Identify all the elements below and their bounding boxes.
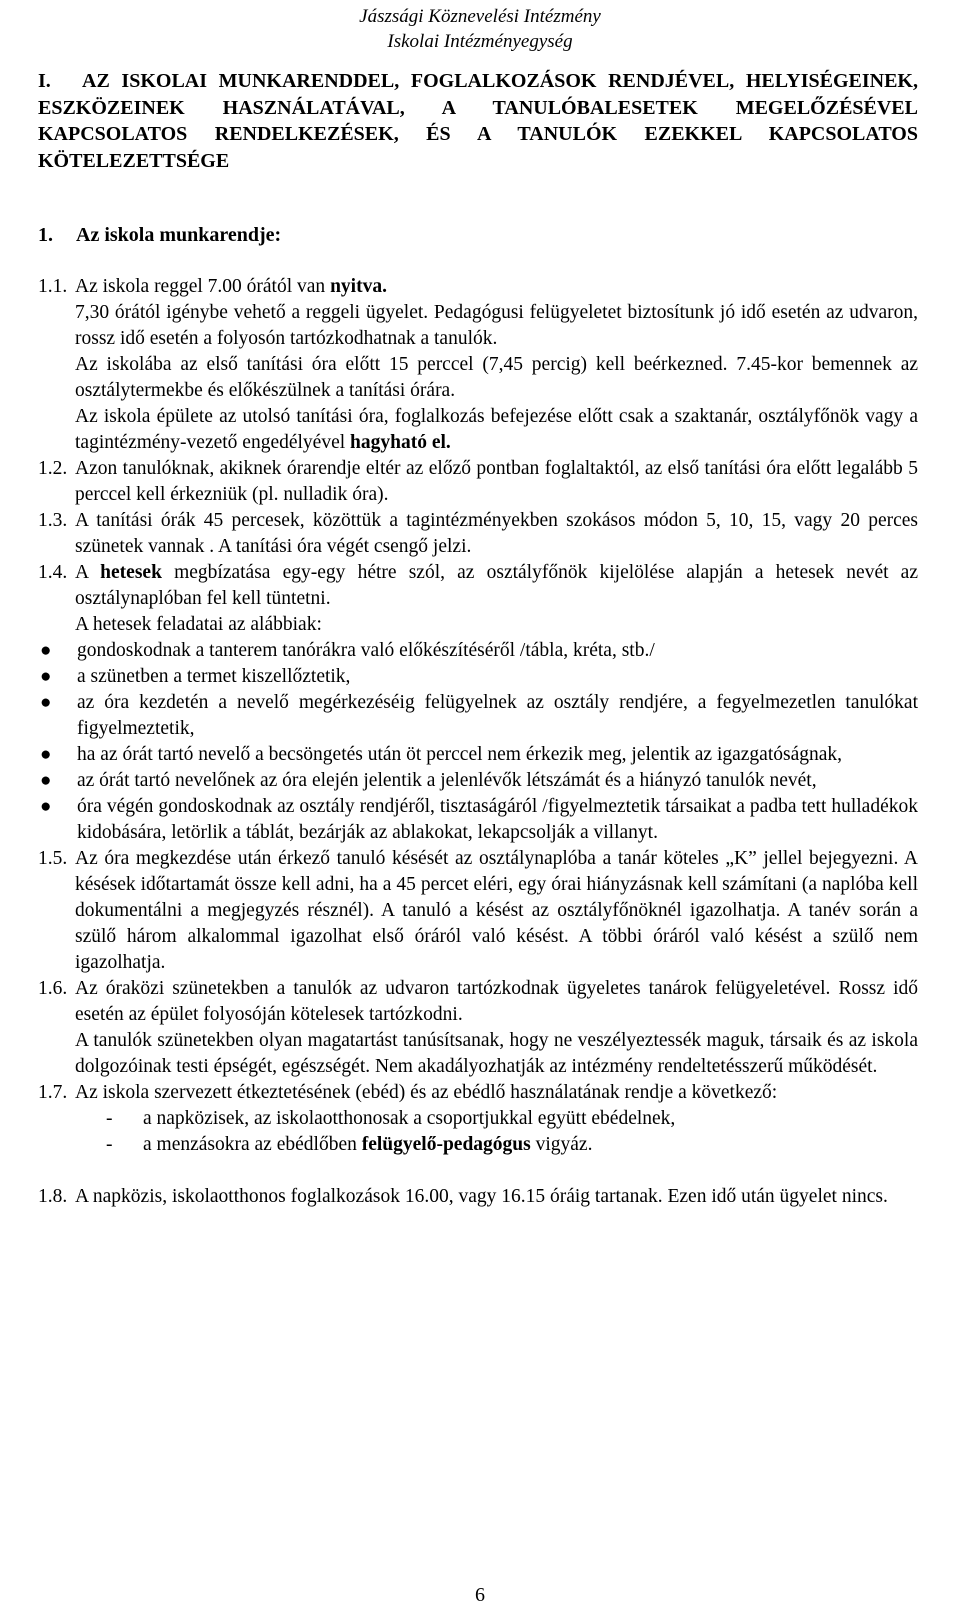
item-1-8 bbox=[38, 1184, 918, 1210]
chapter-title bbox=[38, 68, 918, 174]
item-number: 1.2. bbox=[38, 458, 68, 479]
bullet-icon: ● bbox=[40, 692, 52, 713]
item-1-1-line1 bbox=[75, 274, 918, 300]
list-item-text: a szünetben a termet kiszellőztetik, bbox=[77, 666, 351, 687]
section-heading bbox=[38, 222, 281, 248]
bullet-icon: ● bbox=[40, 796, 52, 817]
item-number: 1.3. bbox=[38, 510, 68, 531]
text: megbízatása egy-egy hétre szól, az osztályfőnök kijelölése alapján a hetesek nevét az osztálynaplóban fel kell tüntetni. bbox=[75, 562, 918, 609]
section-title: Az iskola munkarendje: bbox=[76, 224, 282, 246]
item-text: A tanítási órák 45 percesek, közöttük a tagintézményekben szokásos módon 5, 10, 15, vagy 20 perces szünetek vannak . A tanítási óra végét csengő jelzi. bbox=[75, 510, 918, 557]
item-1-4-subheading: A hetesek feladatai az alábbiak: bbox=[75, 614, 322, 635]
text: Az iskola reggel 7.00 órától van bbox=[75, 276, 331, 297]
item-1-1-para4 bbox=[75, 404, 918, 456]
list-item bbox=[38, 690, 918, 742]
bullet-icon: ● bbox=[40, 640, 52, 661]
item-1-1 bbox=[38, 274, 918, 456]
text: a menzásokra az ebédlőben bbox=[143, 1134, 362, 1155]
bold-text: nyitva. bbox=[330, 276, 387, 297]
item-number: 1.6. bbox=[38, 978, 68, 999]
item-text: Az óra megkezdése után érkező tanuló késését az osztálynaplóba a tanár köteles „K” jellel bejegyezni. A késések időtartamát össze kell adni, ha a 45 percet eléri, egy órai hiányzásnak kell számítani (a naplóba kell dokumentálni a megjegyzés résznél). A tanuló a késést az osztályfőnöknél igazolhatja. A tanév során a szülő három alkalommal igazolhat első óráról való késést. A többi óráról való késést a szülő nem igazolhatja. bbox=[75, 848, 918, 973]
item-1-2 bbox=[38, 456, 918, 508]
list-item bbox=[38, 638, 918, 664]
text: vigyáz. bbox=[530, 1134, 593, 1155]
item-1-1-para3: Az iskolába az első tanítási óra előtt 15 perccel (7,45 percig) kell beérkezned. 7.45-kor bemennek az osztálytermekbe és előkészülnek a tanítási órára. bbox=[75, 354, 918, 401]
bold-text: hetesek bbox=[100, 562, 162, 583]
text: Az iskola épülete az utolsó tanítási óra, foglalkozás befejezése előtt csak a szaktanár, osztályfőnök vagy a tagintézmény-vezető engedélyével bbox=[75, 406, 918, 453]
item-number: 1.5. bbox=[38, 848, 68, 869]
item-number: 1.4. bbox=[38, 562, 68, 583]
chapter-number: I. bbox=[38, 70, 51, 92]
list-item bbox=[38, 768, 918, 794]
item-text: A napközis, iskolaotthonos foglalkozások 16.00, vagy 16.15 óráig tartanak. Ezen idő után ügyelet nincs. bbox=[75, 1186, 888, 1207]
bullet-icon: ● bbox=[40, 770, 52, 791]
list-item bbox=[38, 742, 918, 768]
list-item-text: az órát tartó nevelőnek az óra elején jelentik a jelenlévők létszámát és a hiányzó tanulók nevét, bbox=[77, 770, 817, 791]
item-number: 1.8. bbox=[38, 1186, 68, 1207]
item-1-6 bbox=[38, 976, 918, 1080]
item-text: Az iskola szervezett étkeztetésének (ebéd) és az ebédlő használatának rendje a következő: bbox=[75, 1082, 778, 1103]
document-body bbox=[38, 274, 918, 1210]
item-1-1-para2: 7,30 órától igénybe vehető a reggeli ügyelet. Pedagógusi felügyeletet biztosítunk jó idő esetén az udvaron, rossz idő esetén a folyosón tartózkodhatnak a tanulók. bbox=[75, 302, 918, 349]
list-item bbox=[38, 794, 918, 846]
dash-item bbox=[38, 1106, 918, 1132]
document-header bbox=[0, 4, 960, 54]
header-institution: Jászsági Köznevelési Intézmény bbox=[359, 6, 601, 27]
header-unit: Iskolai Intézményegység bbox=[387, 31, 573, 52]
dash-item-text bbox=[143, 1132, 592, 1158]
list-item-text: ha az órát tartó nevelő a becsöngetés után öt perccel nem érkezik meg, jelentik az igazgatóságnak, bbox=[77, 744, 843, 765]
item-number: 1.7. bbox=[38, 1082, 68, 1103]
hetesek-duties-list bbox=[38, 638, 918, 846]
page-number: 6 bbox=[475, 1584, 485, 1606]
item-1-4-text bbox=[75, 560, 918, 612]
bullet-icon: ● bbox=[40, 666, 52, 687]
item-1-4 bbox=[38, 560, 918, 638]
bullet-icon: ● bbox=[40, 744, 52, 765]
dash-icon: - bbox=[106, 1134, 113, 1155]
list-item-text: gondoskodnak a tanterem tanórákra való előkészítéséről /tábla, kréta, stb./ bbox=[77, 640, 655, 661]
list-item-text: óra végén gondoskodnak az osztály rendjéről, tisztaságáról /figyelmeztetik társaikat a padba tett hulladékok kidobására, letörlik a táblát, bezárják az ablakokat, lekapcsolják a villanyt. bbox=[77, 796, 918, 843]
item-number: 1.1. bbox=[38, 276, 68, 297]
item-1-6-para2: A tanulók szünetekben olyan magatartást tanúsítsanak, hogy ne veszélyeztessék maguk, társaik és az iskola dolgozóinak testi épségét, egészségét. Nem akadályozhatják az intézmény rendeltetésszerű működését. bbox=[75, 1030, 918, 1077]
item-1-3 bbox=[38, 508, 918, 560]
dash-item bbox=[38, 1132, 918, 1158]
item-text: Az óraközi szünetekben a tanulók az udvaron tartózkodnak ügyeletes tanárok felügyeletével. Rossz idő esetén az épület folyosóján kötelesek tartózkodni. bbox=[75, 978, 918, 1025]
chapter-title-text: AZ ISKOLAI MUNKARENDDEL, FOGLALKOZÁSOK RENDJÉVEL, HELYISÉGEINEK, ESZKÖZEINEK HASZNÁLATÁVAL, A TANULÓBALESETEK MEGELŐZÉSÉVEL KAPCSOLATOS RENDELKEZÉSEK, ÉS A TANULÓK EZEKKEL KAPCSOLATOS KÖTELEZETTSÉGE bbox=[38, 70, 918, 172]
dash-item-text: a napközisek, az iskolaotthonosak a csoportjukkal együtt ebédelnek, bbox=[143, 1108, 676, 1129]
text: A bbox=[75, 562, 101, 583]
dash-icon: - bbox=[106, 1108, 113, 1129]
list-item bbox=[38, 664, 918, 690]
item-text: Azon tanulóknak, akiknek órarendje eltér az előző pontban foglaltaktól, az első tanítási óra előtt legalább 5 perccel kell érkezniük (pl. nulladik óra). bbox=[75, 458, 918, 505]
list-item-text: az óra kezdetén a nevelő megérkezéséig felügyelnek az osztály rendjére, a fegyelmezetlen tanulókat figyelmeztetik, bbox=[77, 692, 918, 739]
item-1-5 bbox=[38, 846, 918, 976]
bold-text: felügyelő-pedagógus bbox=[361, 1134, 531, 1155]
bold-text: hagyható el. bbox=[350, 432, 451, 453]
section-number: 1. bbox=[38, 224, 53, 246]
item-1-7 bbox=[38, 1080, 918, 1106]
